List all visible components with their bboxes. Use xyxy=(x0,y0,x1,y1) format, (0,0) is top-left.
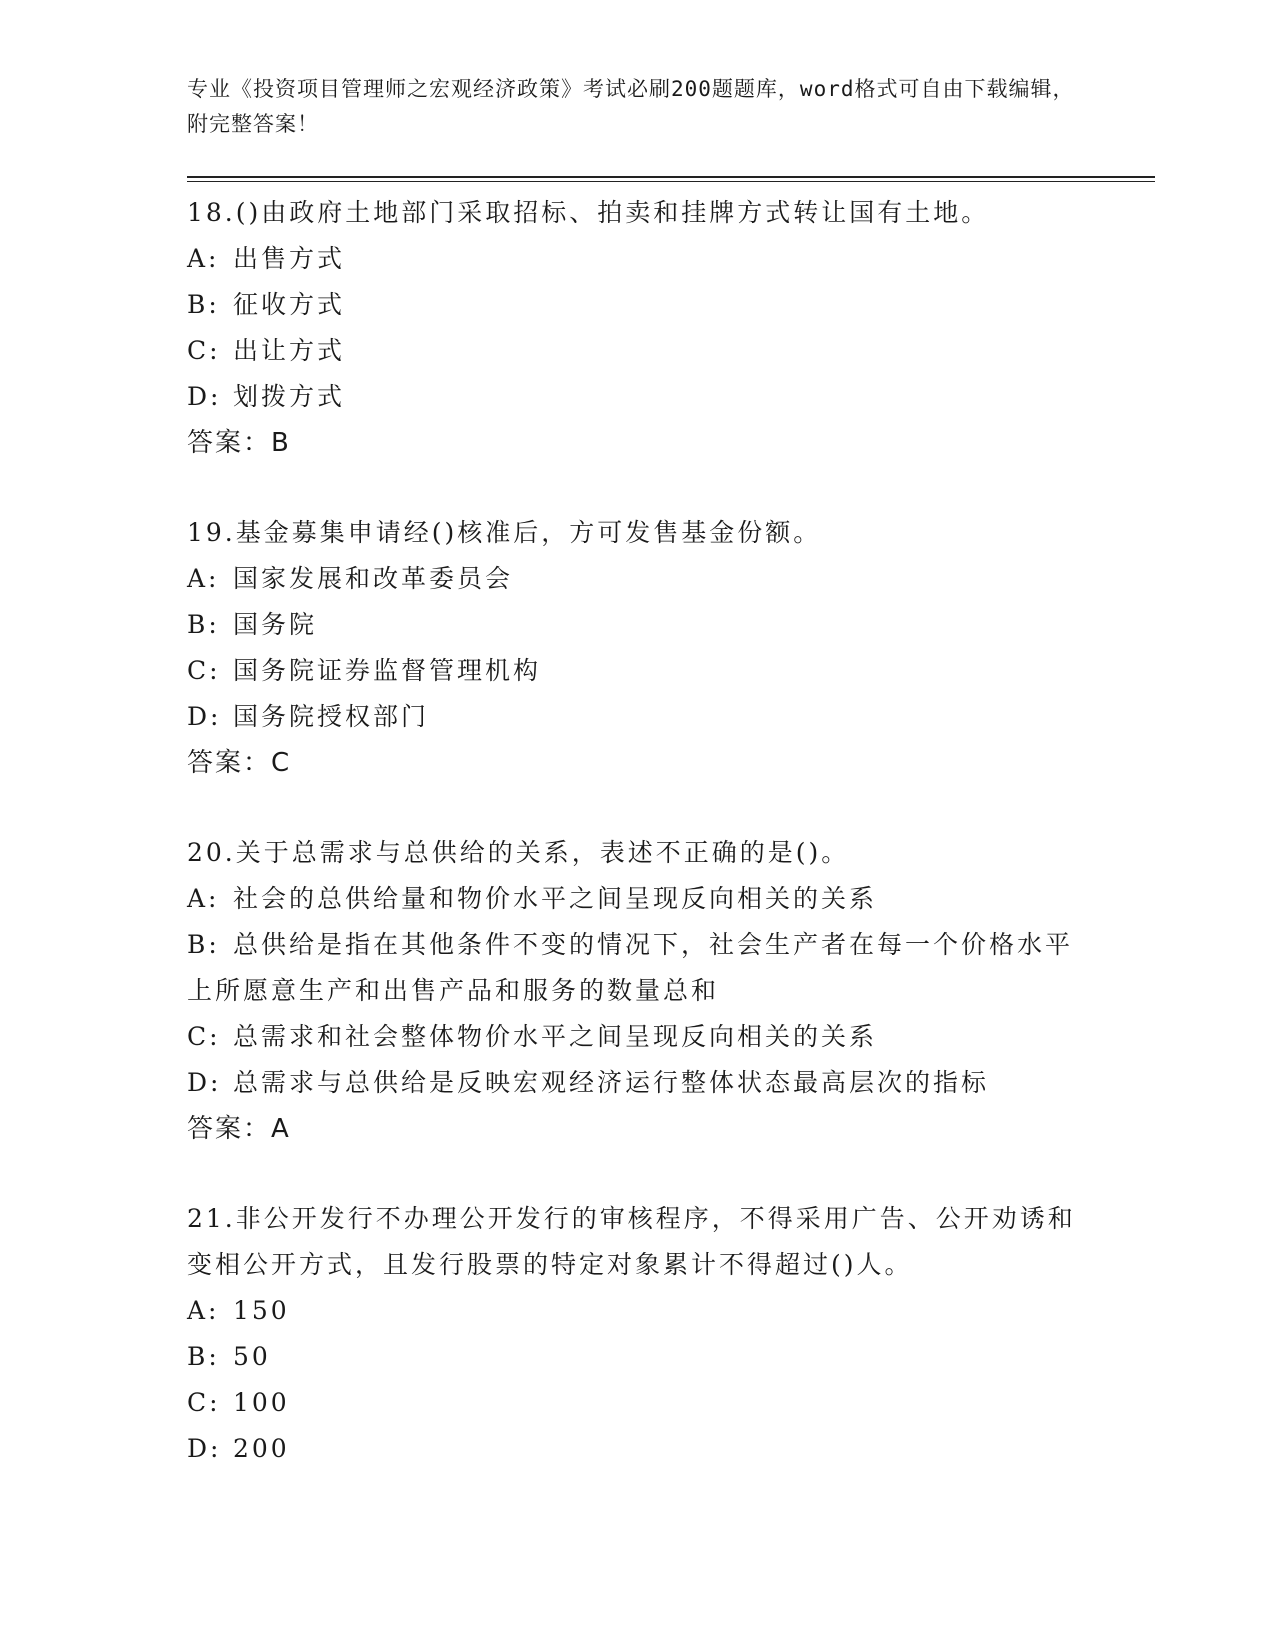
option-d xyxy=(187,1426,1087,1472)
option-label: A: xyxy=(187,564,220,593)
option-label: C: xyxy=(187,1022,221,1051)
answer-line: 答案：A xyxy=(187,1114,291,1144)
option-label: B: xyxy=(187,1342,220,1371)
option-text: 划拨方式 xyxy=(233,382,346,411)
option-label: B: xyxy=(187,290,220,319)
question-18 xyxy=(187,190,1087,466)
option-label: C: xyxy=(187,656,221,685)
option-b xyxy=(187,922,1087,1014)
option-text: 100 xyxy=(233,1388,290,1417)
option-b xyxy=(187,1334,1087,1380)
option-a xyxy=(187,556,1087,602)
option-text: 征收方式 xyxy=(233,290,346,319)
option-label: D: xyxy=(187,702,222,731)
option-label: D: xyxy=(187,1434,222,1463)
question-20 xyxy=(187,830,1087,1152)
question-stem: 19.基金募集申请经()核准后，方可发售基金份额。 xyxy=(187,518,822,547)
question-stem: 21.非公开发行不办理公开发行的审核程序，不得采用广告、公开劝诱和变相公开方式，且发行股票的特定对象累计不得超过()人。 xyxy=(187,1204,1076,1279)
option-text: 150 xyxy=(233,1296,290,1325)
option-label: A: xyxy=(187,884,220,913)
option-b xyxy=(187,602,1087,648)
option-d xyxy=(187,1060,1087,1106)
option-a xyxy=(187,1288,1087,1334)
option-text: 总供给是指在其他条件不变的情况下，社会生产者在每一个价格水平上所愿意生产和出售产品和服务的数量总和 xyxy=(187,930,1074,1005)
option-c xyxy=(187,648,1087,694)
option-label: D: xyxy=(187,1068,222,1097)
option-text: 总需求与总供给是反映宏观经济运行整体状态最高层次的指标 xyxy=(233,1068,990,1097)
option-label: B: xyxy=(187,930,220,959)
option-a xyxy=(187,236,1087,282)
question-21 xyxy=(187,1196,1087,1472)
document-header: 专业《投资项目管理师之宏观经济政策》考试必刷200题题库，word格式可自由下载编辑，附完整答案！ xyxy=(187,77,1075,136)
question-stem: 18.()由政府土地部门采取招标、拍卖和挂牌方式转让国有土地。 xyxy=(187,198,990,227)
option-text: 国家发展和改革委员会 xyxy=(233,564,514,593)
option-text: 50 xyxy=(233,1342,271,1371)
option-label: C: xyxy=(187,336,221,365)
option-text: 国务院授权部门 xyxy=(233,702,430,731)
option-text: 国务院 xyxy=(233,610,318,639)
option-text: 200 xyxy=(233,1434,290,1463)
question-list xyxy=(187,190,1087,1516)
option-label: A: xyxy=(187,244,220,273)
option-c xyxy=(187,1014,1087,1060)
option-a xyxy=(187,876,1087,922)
answer-line: 答案：C xyxy=(187,748,292,778)
question-19 xyxy=(187,510,1087,786)
option-text: 社会的总供给量和物价水平之间呈现反向相关的关系 xyxy=(233,884,878,913)
option-text: 国务院证券监督管理机构 xyxy=(233,656,542,685)
header-rule-thick xyxy=(187,176,1155,178)
option-label: A: xyxy=(187,1296,220,1325)
option-text: 出让方式 xyxy=(233,336,346,365)
option-b xyxy=(187,282,1087,328)
option-label: C: xyxy=(187,1388,221,1417)
question-stem: 20.关于总需求与总供给的关系，表述不正确的是()。 xyxy=(187,838,850,867)
option-text: 总需求和社会整体物价水平之间呈现反向相关的关系 xyxy=(233,1022,878,1051)
option-c xyxy=(187,328,1087,374)
option-c xyxy=(187,1380,1087,1426)
option-d xyxy=(187,374,1087,420)
header-rule-thin xyxy=(187,181,1155,182)
answer-line: 答案：B xyxy=(187,428,291,458)
option-label: B: xyxy=(187,610,220,639)
option-label: D: xyxy=(187,382,222,411)
option-text: 出售方式 xyxy=(233,244,346,273)
option-d xyxy=(187,694,1087,740)
